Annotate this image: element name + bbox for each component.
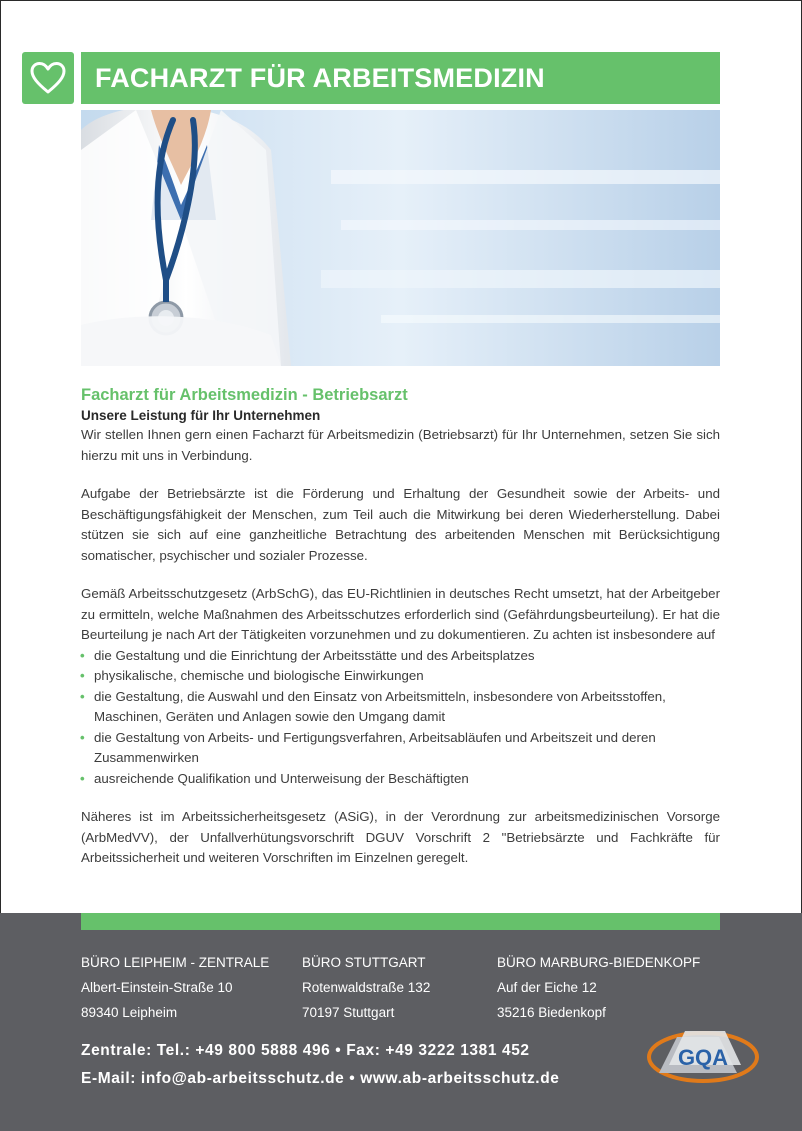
hero-image	[81, 110, 720, 366]
doctor-illustration	[81, 110, 720, 366]
office-street: Auf der Eiche 12	[497, 980, 597, 995]
paragraph-tasks: Aufgabe der Betriebsärzte ist die Förderung und Erhaltung der Gesundheit sowie der Arbeits- und Beschäftigungsfähigkeit der Menschen, zum Teil auch die Mitwirkung bei deren Wiederherstellung. Dabei stützen sie sich auf eine ganzheitliche Betrachtung des arbeitenden Menschen mit Berücksichtigung somatischer, psychischer und sozialer Prozesse.	[81, 486, 720, 563]
office-name: BÜRO STUTTGART	[302, 955, 426, 970]
list-item: • ausreichende Qualifikation und Unterweisung der Beschäftigten	[80, 769, 720, 790]
list-item: • physikalische, chemische und biologische Einwirkungen	[80, 666, 720, 687]
office-city: 89340 Leipheim	[81, 1005, 178, 1020]
heart-icon	[29, 61, 67, 95]
list-item: • die Gestaltung, die Auswahl und den Einsatz von Arbeitsmitteln, insbesondere von Arbeitsstoffen, Maschinen, Geräten und Anlagen sowie den Umgang damit	[80, 688, 666, 724]
logo-text: GQA	[677, 1045, 729, 1070]
office-leipheim	[81, 950, 269, 1025]
bullet-list	[80, 646, 720, 790]
bullet-icon: •	[80, 770, 85, 786]
office-name: BÜRO LEIPHEIM - ZENTRALE	[81, 955, 270, 970]
main-content	[81, 385, 720, 887]
section-heading: Facharzt für Arbeitsmedizin - Betriebsarzt	[81, 386, 408, 404]
section-subheading: Unsere Leistung für Ihr Unternehmen	[81, 408, 321, 423]
bullet-icon: •	[80, 668, 85, 683]
paragraph-intro: Wir stellen Ihnen gern einen Facharzt für Arbeitsmedizin (Betriebsarzt) für Ihr Unternehmen, setzen Sie sich hierzu mit uns in Verbindung.	[81, 427, 720, 463]
office-name: BÜRO MARBURG-BIEDENKOPF	[497, 955, 701, 970]
paragraph-regulations: Näheres ist im Arbeitssicherheitsgesetz (ASiG), in der Verordnung zur arbeitsmedizinischen Vorsorge (ArbMedVV), der Unfallverhütungsvorschrift DGUV Vorschrift 2 "Betriebsärzte und Fachkräfte für Arbeitssicherheit und weiteren Vorschriften im Einzelnen geregelt.	[81, 809, 720, 865]
title-bar	[81, 52, 720, 104]
footer	[0, 913, 802, 1131]
gqa-logo	[645, 1025, 761, 1085]
heart-badge	[22, 52, 74, 104]
bullet-icon: •	[80, 647, 85, 663]
office-city: 70197 Stuttgart	[302, 1005, 395, 1020]
page-title: FACHARZT FÜR ARBEITSMEDIZIN	[95, 62, 545, 93]
office-city: 35216 Biedenkopf	[497, 1005, 606, 1020]
office-street: Rotenwaldstraße 132	[302, 980, 431, 995]
footer-stripe	[81, 913, 720, 930]
contact-web: E-Mail: info@ab-arbeitsschutz.de • www.ab-arbeitsschutz.de	[81, 1070, 560, 1087]
office-street: Albert-Einstein-Straße 10	[81, 980, 233, 995]
list-item: • die Gestaltung von Arbeits- und Fertigungsverfahren, Arbeitsabläufen und Arbeitszeit und deren Zusammenwirken	[80, 729, 656, 765]
office-biedenkopf	[497, 950, 700, 1025]
contact-phone: Zentrale: Tel.: +49 800 5888 496 • Fax: +49 3222 1381 452	[81, 1042, 530, 1059]
office-stuttgart	[302, 950, 430, 1025]
bullet-icon: •	[80, 729, 85, 745]
paragraph-arbschg: Gemäß Arbeitsschutzgesetz (ArbSchG), das EU-Richtlinien in deutsches Recht umsetzt, hat der Arbeitgeber zu ermitteln, welche Maßnahmen des Arbeitsschutzes erforderlich sind (Gefährdungsbeurteilung). Er hat die Beurteilung je nach Art der Tätigkeiten vorzunehmen und zu dokumentieren. Zu achten ist insbesondere auf	[81, 586, 720, 642]
list-item: • die Gestaltung und die Einrichtung der Arbeitsstätte und des Arbeitsplatzes	[80, 646, 720, 667]
bullet-icon: •	[80, 688, 85, 704]
